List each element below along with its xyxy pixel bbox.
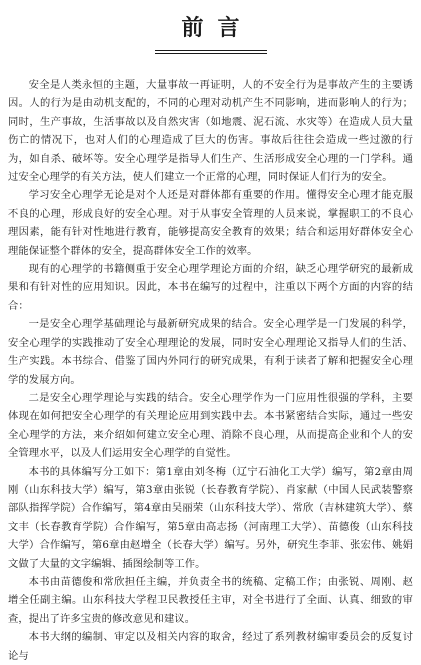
paragraph-outline: 本书大纲的编制、审定以及相关内容的取舍，经过了系列教材编审委员会的反复讨论与	[8, 631, 413, 662]
title-rule-top	[155, 50, 267, 51]
paragraph-authors: 本书的具体编写分工如下：第1章由刘冬梅（辽宁石油化工大学）编写，第2章由周刚（山东科技大学）编写，第3章由张锐（长春教育学院）、肖家献（中国人民武装警察部队指挥学院）合作编写，第4章由吴丽荣（山东科技大学）、常欣（吉林建筑大学）、蔡文丰（长春教育学院）合作编写，第5章由高志扬（河南理工大学）、苗德俊（山东科技大学）合作编写，第6章由赵增全（长春大学）编写。另外，研究生李菲、张宏伟、姚娟文做了大量的文字编辑、插图绘制等工作。	[8, 465, 413, 570]
page-title: 前言	[181, 15, 254, 41]
preface-body	[8, 76, 413, 665]
title-rule-bottom	[155, 53, 267, 54]
paragraph-theory-practice: 二是安全心理学理论与实践的结合。安全心理学作为一门应用性很强的学科，主要体现在如何把安全心理学的有关理论应用到实践中去。本书紧密结合实际，通过一些安全心理学的方法，来介绍如何建立安全心理、消除不良心理，从而提高企业和个人的安全管理水平，以及人们运用安全心理学的自觉性。	[8, 391, 413, 460]
paragraph-editors: 本书由苗德俊和常欣担任主编，并负责全书的统稿、定稿工作；由张锐、周刚、赵增全任副主编。山东科技大学程卫民教授任主审，对全书进行了全面、认真、细致的审查，提出了许多宝贵的修改意见和建议。	[8, 575, 413, 625]
paragraph-focus: 现有的心理学的书籍侧重于安全心理学理论方面的介绍，缺乏心理学研究的最新成果和有针对性的应用知识。因此，本书在编写的过程中，注重以下两个方面的内容的结合：	[8, 263, 413, 312]
paragraph-importance: 学习安全心理学无论是对个人还是对群体都有重要的作用。懂得安全心理才能克服不良的心理，形成良好的安全心理。对于从事安全管理的人员来说，掌握职工的不良心理因素，能有针对性地进行教育，能够提高安全教育的效果；结合和运用好群体安全心理能保证整个群体的安全，提高群体安全工作的效率。	[8, 189, 413, 257]
paragraph-theory-research: 一是安全心理学基础理论与最新研究成果的结合。安全心理学是一门发展的科学，安全心理学的实践推动了安全心理理论的发展，同时安全心理理论又指导人们的生活、生产实践。本书综合、借鉴了国内外同行的研究成果，有利于读者了解和把握安全心理学的发展方向。	[8, 318, 413, 386]
paragraph-intro: 安全是人类永恒的主题，大量事故一再证明，人的不安全行为是事故产生的主要诱因。人的行为是由动机支配的，不同的心理对动机产生不同影响，进而影响人的行为；同时，生产事故，生活事故以及自然灾害（如地震、泥石流、水灾等）在造成人员大量伤亡的情况下，也对人们的心理造成了巨大的伤害。事故后往往会造成一些过激的行为，如自杀、破坏等。安全心理学是指导人们生产、生活形成安全心理的一门学科。通过安全心理学的有关方法，使人们建立一个正常的心理，同时保证人们行为的安全。	[8, 79, 413, 184]
